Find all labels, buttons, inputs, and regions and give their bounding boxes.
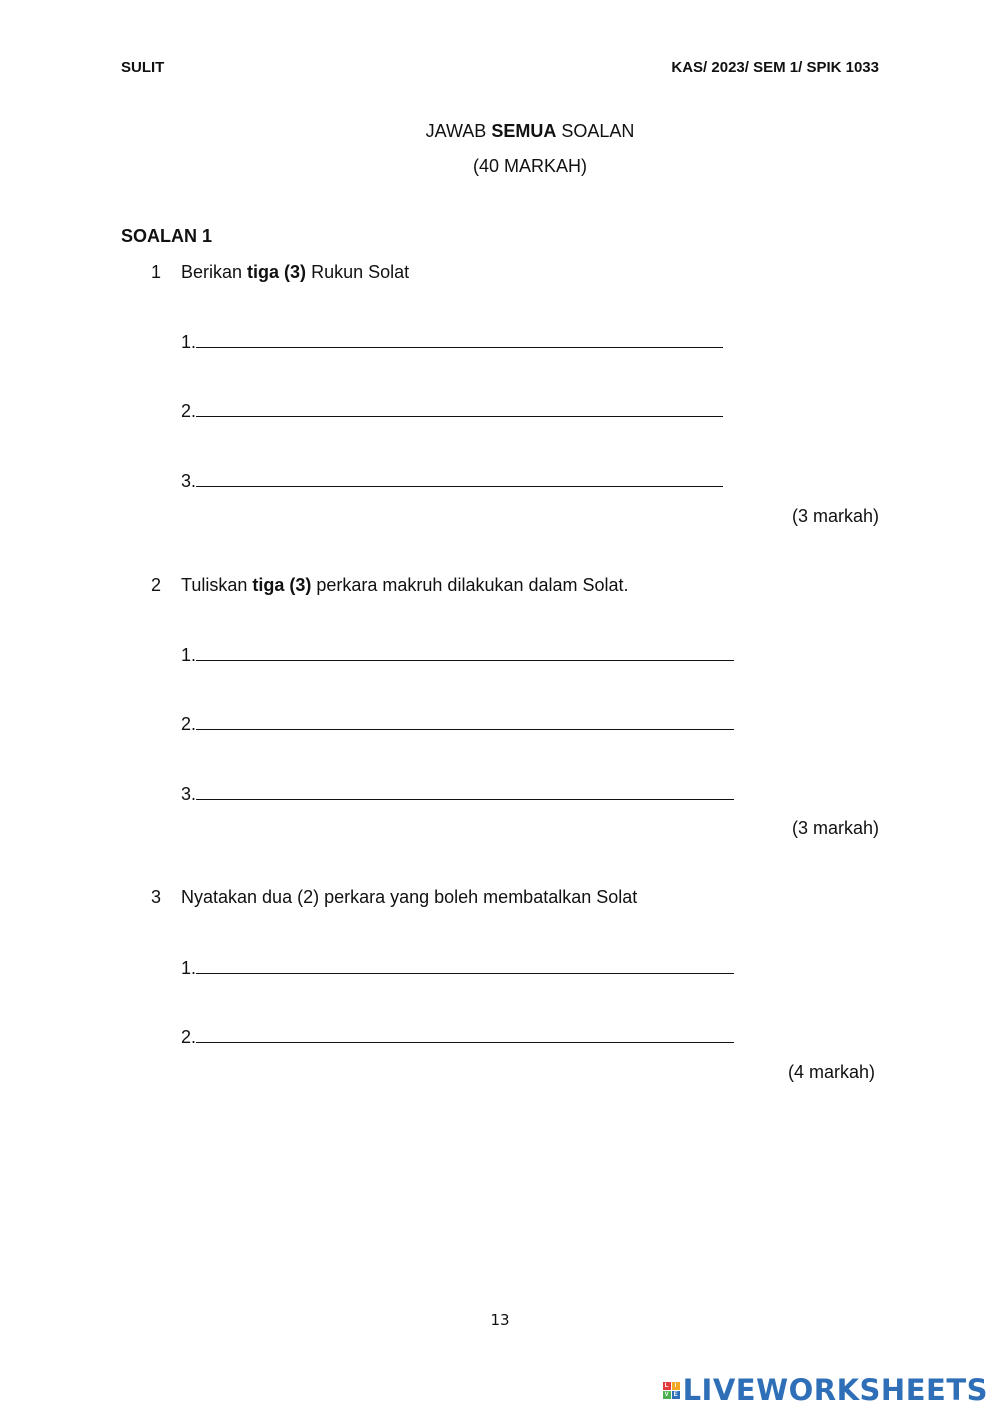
question-1: [151, 262, 851, 284]
marks-label: (3 markah): [791, 818, 879, 838]
instruction-bold: SEMUA: [491, 121, 557, 141]
answer-line-2[interactable]: 2.: [181, 1027, 734, 1048]
answer-line-3[interactable]: 3.: [181, 784, 734, 805]
liveworksheets-logo: [663, 1373, 988, 1407]
question-2: [151, 575, 851, 597]
logo-text: LIVEWORKSHEETS: [682, 1373, 988, 1407]
question-text: Nyatakan dua (2) perkara yang boleh membatalkan Solat: [181, 887, 638, 907]
marks-label: (4 markah): [787, 1062, 875, 1082]
total-marks: (40 MARKAH): [472, 156, 588, 176]
header-right: KAS/ 2023/ SEM 1/ SPIK 1033: [671, 59, 879, 76]
section-title: SOALAN 1: [121, 226, 213, 246]
logo-grid-icon: [663, 1382, 680, 1399]
logo-letter-v: V: [664, 1391, 669, 1398]
answer-line-2[interactable]: 2.: [181, 714, 734, 735]
instruction-post: SOALAN: [556, 121, 635, 141]
answer-line-1[interactable]: 1.: [181, 332, 723, 353]
header-left: SULIT: [121, 59, 165, 76]
logo-letter-i: I: [672, 1382, 680, 1390]
question-number: 3: [151, 887, 162, 907]
answer-line-1[interactable]: 1.: [181, 645, 734, 666]
instruction-line: [0, 121, 1000, 142]
instruction-pre: JAWAB: [425, 121, 492, 141]
answer-line-3[interactable]: 3.: [181, 471, 723, 492]
question-number: 1: [151, 262, 162, 282]
question-text: Tuliskan tiga (3) perkara makruh dilakukan dalam Solat.: [181, 575, 629, 595]
page-number: 13: [490, 1311, 510, 1329]
marks-label: (3 markah): [791, 506, 879, 526]
question-3: [151, 887, 851, 909]
answer-line-2[interactable]: 2.: [181, 401, 723, 422]
logo-letter-l: L: [663, 1382, 671, 1390]
question-number: 2: [151, 575, 162, 595]
answer-line-1[interactable]: 1.: [181, 958, 734, 979]
question-text: Berikan tiga (3) Rukun Solat: [181, 262, 410, 282]
logo-letter-e: E: [673, 1391, 678, 1398]
